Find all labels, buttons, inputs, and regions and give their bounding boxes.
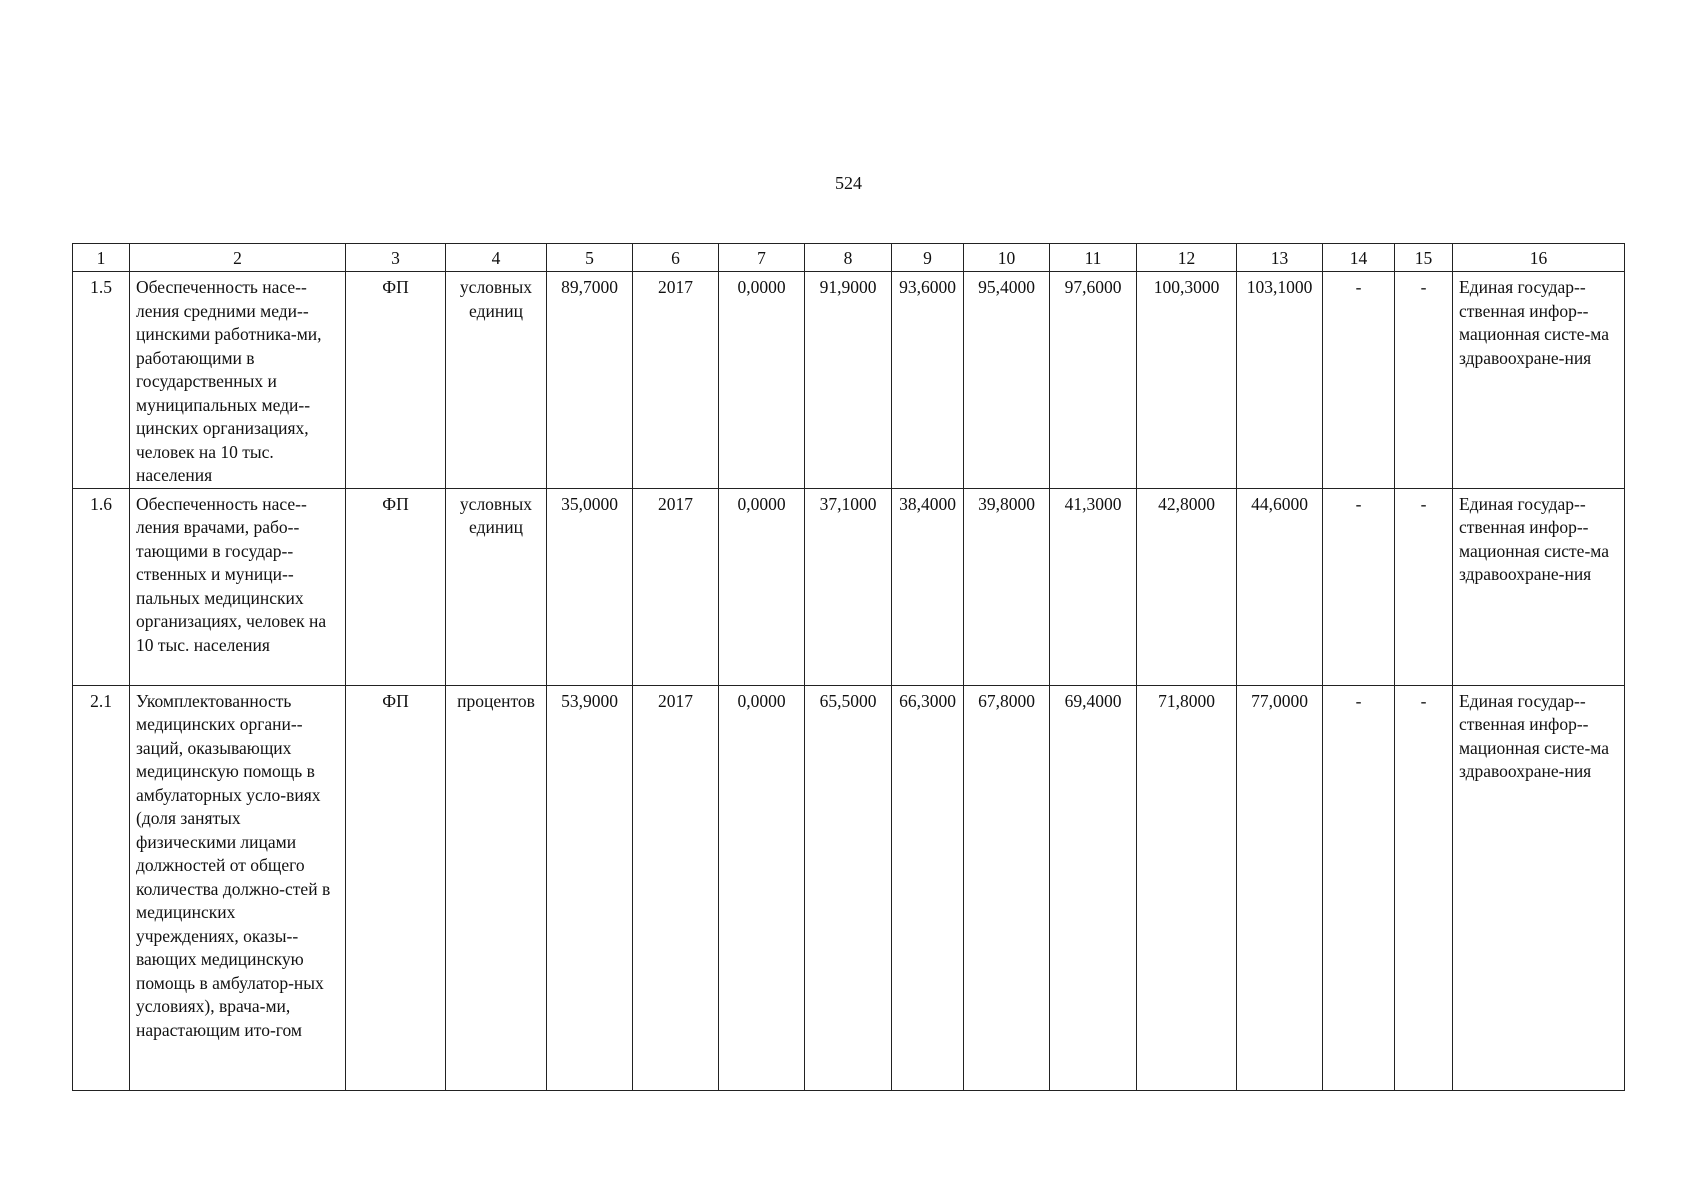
- value-cell: 91,9000: [805, 272, 892, 489]
- value-cell: 39,8000: [964, 488, 1050, 685]
- column-header: 5: [547, 244, 633, 272]
- value-cell: 37,1000: [805, 488, 892, 685]
- value-cell: 66,3000: [892, 685, 964, 1090]
- value-cell: 71,8000: [1137, 685, 1237, 1090]
- value-cell: 38,4000: [892, 488, 964, 685]
- column-header: 9: [892, 244, 964, 272]
- base-year-cell: 2017: [633, 272, 719, 489]
- value-cell: -: [1395, 685, 1453, 1090]
- base-value-cell: 53,9000: [547, 685, 633, 1090]
- value-cell: 42,8000: [1137, 488, 1237, 685]
- indicator-number: 1.5: [73, 272, 130, 489]
- base-year-cell: 2017: [633, 488, 719, 685]
- unit-cell: условных единиц: [446, 272, 547, 489]
- value-cell: 0,0000: [719, 488, 805, 685]
- value-cell: 100,3000: [1137, 272, 1237, 489]
- column-header: 13: [1237, 244, 1323, 272]
- value-cell: -: [1323, 272, 1395, 489]
- level-cell: ФП: [346, 488, 446, 685]
- column-header: 14: [1323, 244, 1395, 272]
- unit-cell: условных единиц: [446, 488, 547, 685]
- column-header: 11: [1050, 244, 1137, 272]
- column-header: 8: [805, 244, 892, 272]
- value-cell: 65,5000: [805, 685, 892, 1090]
- column-header: 4: [446, 244, 547, 272]
- column-header: 2: [130, 244, 346, 272]
- source-cell: Единая государ-ственная инфор-мационная систе-ма здравоохране-ния: [1453, 272, 1625, 489]
- level-cell: ФП: [346, 685, 446, 1090]
- value-cell: -: [1323, 685, 1395, 1090]
- column-header: 15: [1395, 244, 1453, 272]
- unit-cell: процентов: [446, 685, 547, 1090]
- value-cell: 95,4000: [964, 272, 1050, 489]
- column-header: 3: [346, 244, 446, 272]
- column-header: 7: [719, 244, 805, 272]
- value-cell: 67,8000: [964, 685, 1050, 1090]
- value-cell: 77,0000: [1237, 685, 1323, 1090]
- value-cell: 0,0000: [719, 272, 805, 489]
- base-value-cell: 35,0000: [547, 488, 633, 685]
- indicator-number: 2.1: [73, 685, 130, 1090]
- table-header-row: [73, 244, 1625, 272]
- base-value-cell: 89,7000: [547, 272, 633, 489]
- column-header: 1: [73, 244, 130, 272]
- value-cell: 44,6000: [1237, 488, 1323, 685]
- table-row: [73, 488, 1625, 685]
- column-header: 12: [1137, 244, 1237, 272]
- value-cell: 93,6000: [892, 272, 964, 489]
- value-cell: -: [1395, 272, 1453, 489]
- table-row: [73, 685, 1625, 1090]
- level-cell: ФП: [346, 272, 446, 489]
- column-header: 6: [633, 244, 719, 272]
- value-cell: 103,1000: [1237, 272, 1323, 489]
- indicator-name: Укомплектованность медицинских органи-заций, оказывающих медицинскую помощь в амбулаторных усло-виях (доля занятых физическими лицами должностей от общего количества должно-стей в медицинских учреждениях, оказы-вающих медицинскую помощь в амбулатор-ных условиях), врача-ми, нарастающим ито-гом: [130, 685, 346, 1090]
- value-cell: 41,3000: [1050, 488, 1137, 685]
- value-cell: 97,6000: [1050, 272, 1137, 489]
- value-cell: 69,4000: [1050, 685, 1137, 1090]
- column-header: 16: [1453, 244, 1625, 272]
- value-cell: 0,0000: [719, 685, 805, 1090]
- table-row: [73, 272, 1625, 489]
- value-cell: -: [1395, 488, 1453, 685]
- indicators-table: [72, 243, 1625, 1091]
- column-header: 10: [964, 244, 1050, 272]
- base-year-cell: 2017: [633, 685, 719, 1090]
- indicator-number: 1.6: [73, 488, 130, 685]
- source-cell: Единая государ-ственная инфор-мационная систе-ма здравоохране-ния: [1453, 685, 1625, 1090]
- value-cell: -: [1323, 488, 1395, 685]
- indicator-name: Обеспеченность насе-ления врачами, рабо-тающими в государ-ственных и муници-пальных медицинских организациях, человек на 10 тыс. населения: [130, 488, 346, 685]
- page-number: 524: [835, 173, 862, 193]
- indicator-name: Обеспеченность насе-ления средними меди-цинскими работника-ми, работающими в государственных и муниципальных меди-цинских организациях, человек на 10 тыс. населения: [130, 272, 346, 489]
- source-cell: Единая государ-ственная инфор-мационная систе-ма здравоохране-ния: [1453, 488, 1625, 685]
